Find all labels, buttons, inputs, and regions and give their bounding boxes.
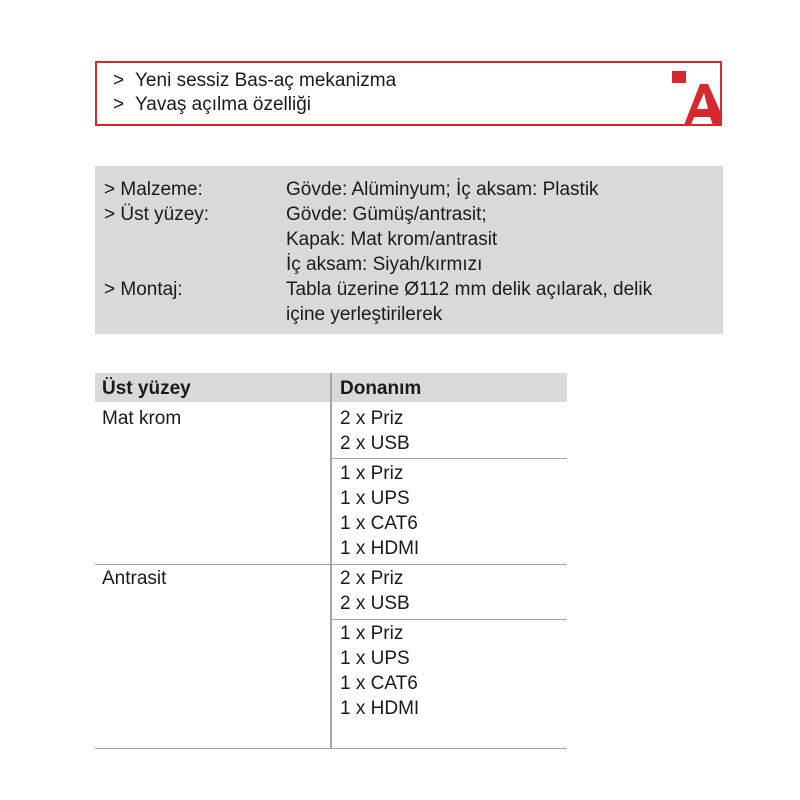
equipment-cell: 1 x CAT6: [340, 513, 418, 534]
equipment-cell: 2 x USB: [340, 433, 410, 454]
spec-label-material: > Malzeme:: [104, 179, 203, 200]
feature-text: Yavaş açılma özelliği: [135, 94, 312, 115]
surface-cell: Antrasit: [102, 568, 167, 589]
spec-value-surface: İç aksam: Siyah/kırmızı: [286, 254, 483, 275]
column-divider: [330, 373, 332, 749]
equipment-table: [95, 373, 567, 749]
spec-value-mounting: Tabla üzerine Ø112 mm delik açılarak, delik: [286, 279, 653, 300]
equipment-cell: 1 x HDMI: [340, 698, 420, 719]
row-divider: [331, 458, 567, 459]
equipment-cell: 2 x Priz: [340, 408, 404, 429]
chevron-right-icon: >: [113, 70, 125, 91]
row-divider: [95, 564, 567, 565]
table-bottom-border: [95, 748, 567, 749]
feature-item: [113, 69, 396, 93]
spec-label-mounting: > Montaj:: [104, 279, 183, 300]
spec-value-material: Gövde: Alüminyum; İç aksam: Plastik: [286, 179, 599, 200]
equipment-cell: 1 x CAT6: [340, 673, 418, 694]
feature-item: [113, 93, 311, 117]
equipment-cell: 1 x Priz: [340, 463, 404, 484]
spec-value-surface: Gövde: Gümüş/antrasit;: [286, 204, 487, 225]
equipment-cell: 1 x UPS: [340, 488, 410, 509]
equipment-cell: 1 x UPS: [340, 648, 410, 669]
table-header-surface: Üst yüzey: [95, 373, 331, 402]
spec-value-mounting: içine yerleştirilerek: [286, 304, 443, 325]
row-divider: [331, 619, 567, 620]
equipment-cell: 2 x USB: [340, 593, 410, 614]
spec-value-surface: Kapak: Mat krom/antrasit: [286, 229, 498, 250]
features-box: [95, 61, 722, 126]
equipment-cell: 2 x Priz: [340, 568, 404, 589]
equipment-cell: 1 x HDMI: [340, 538, 420, 559]
brand-a-logo-icon: [672, 71, 720, 125]
specifications-box: [95, 166, 723, 334]
table-header-equipment: Donanım: [331, 373, 567, 402]
chevron-right-icon: >: [113, 94, 125, 115]
surface-cell: Mat krom: [102, 408, 182, 429]
equipment-cell: 1 x Priz: [340, 623, 404, 644]
feature-text: Yeni sessiz Bas-aç mekanizma: [135, 70, 397, 91]
spec-label-surface: > Üst yüzey:: [104, 204, 210, 225]
